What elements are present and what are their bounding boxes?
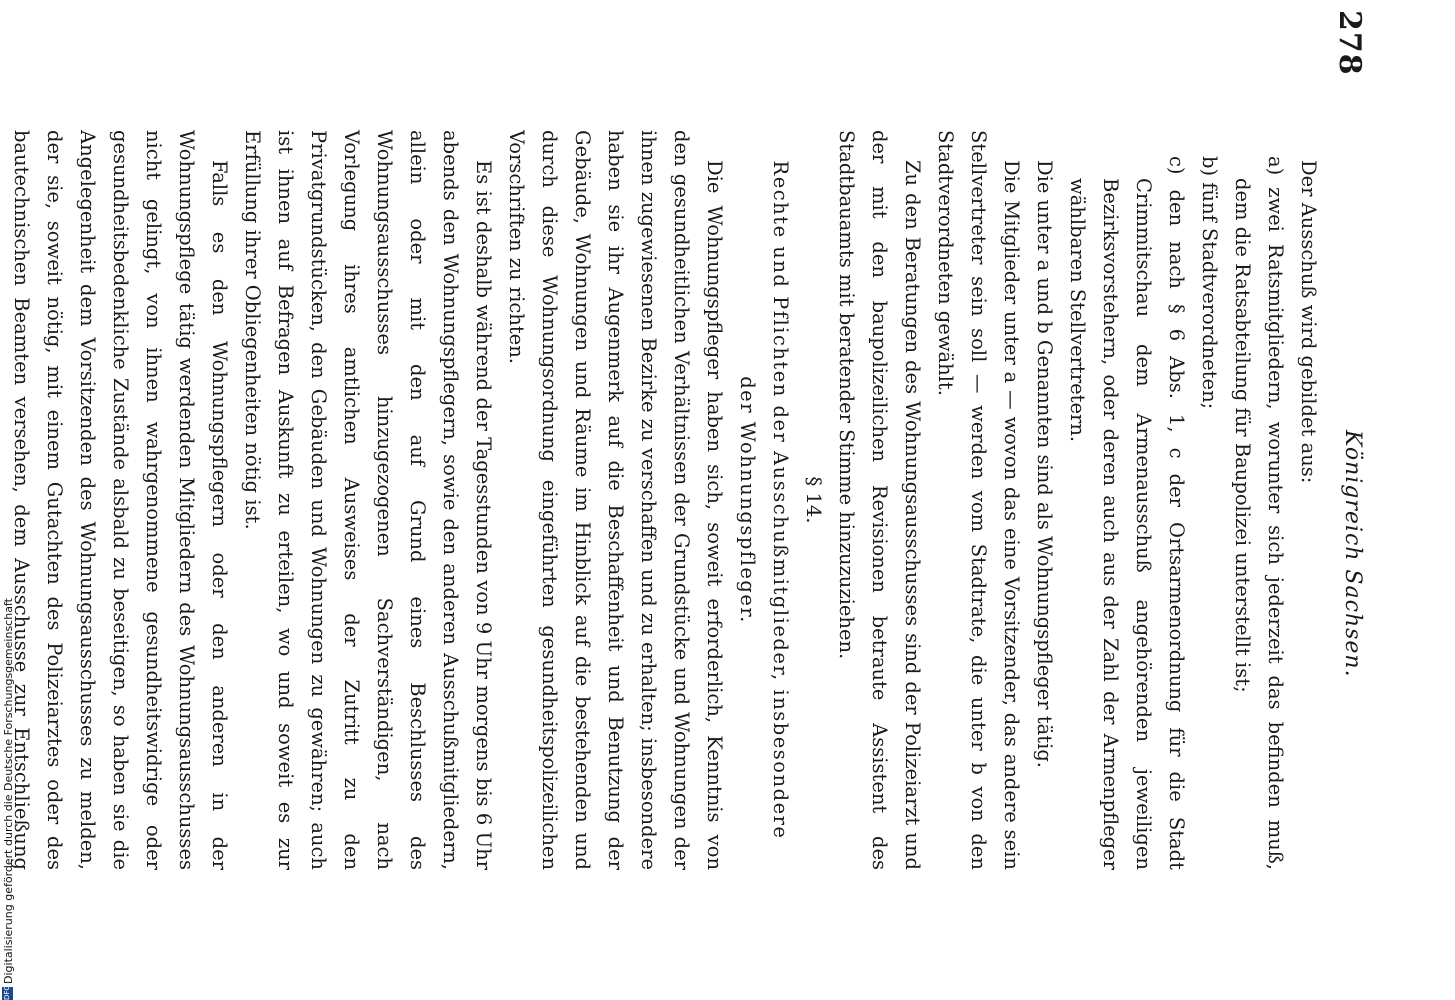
paragraph: Die Wohnungspfleger haben sich, soweit erforderlich, Kenntnis von den gesundheitlichen Verhältnissen der Grundstücke und Wohnungen der ihnen zugewiesenen Bezirke zu verschaffen und zu erhalten; insbesondere haben sie ihr Augenmerk auf die Beschaffenheit und Benutzung der Gebäude, Wohnungen und Räume im Hinblick auf die bestehenden und durch diese Wohnungsordnung eingeführten gesundheitspolizeilichen Vorschriften zu richten. (505, 130, 726, 870)
section-title-cont: der Wohnungspfleger. (736, 376, 759, 624)
list-item-a: a) zwei Ratsmitgliedern, worunter sich jederzeit das befinden muß, dem die Ratsabteilung für Baupolizei unterstellt ist; (1231, 156, 1287, 870)
credit-text: Digitalisierung gefördert durch die Deutsche Forschungsgemeinschaft (2, 598, 15, 984)
digitization-credit (0, 0, 20, 1000)
section-title: Rechte und Pflichten der Ausschußmitglieder, insbesondere (769, 160, 792, 840)
paragraph: Zu den Beratungen des Wohnungsausschusses sind der Polizeiarzt und der mit den baupolizeilichen Revisionen betraute Assistent des Stadtbauamts mit beratender Stimme hinzuzuziehen. (835, 130, 924, 870)
page-number: 278 (1332, 10, 1367, 76)
dfg-logo-icon: DFG (3, 985, 11, 1000)
paragraph: Die unter a und b Genannten sind als Wohnungspfleger tätig. (1033, 160, 1056, 769)
list-item-b: b) fünf Stadtverordneten; (1198, 156, 1221, 410)
section-number: § 14. (802, 476, 825, 524)
paragraph: Die Mitglieder unter a — wovon das eine Vorsitzender, das andere sein Stellvertreter sein soll — werden vom Stadtrate, die unter b von den Stadtverordneten gewählt. (934, 130, 1023, 870)
paragraph: Es ist deshalb während der Tagesstunden von 9 Uhr morgens bis 6 Uhr abends den Wohnungspflegern, sowie den anderen Ausschußmitgliedern, allein oder mit den auf Grund eines Beschlusses des Wohnungsausschusses hinzugezogenen Sachverständigen, nach Vorlegung ihres amtlichen Ausweises der Zutritt zu den Privatgrundstücken, den Gebäuden und Wohnungen zu gewähren; auch ist ihnen auf Befragen Auskunft zu erteilen, wo und soweit es zur Erfüllung ihrer Obliegenheiten nötig ist. (241, 130, 495, 870)
running-title: Königreich Sachsen. (1340, 430, 1365, 678)
paragraph: Der Ausschuß wird gebildet aus: (1297, 160, 1320, 484)
paragraph: Falls es den Wohnungspflegern oder den anderen in der Wohnungspflege tätig werdenden Mitgliedern des Wohnungsausschusses nicht gelingt, von ihnen wahrgenommene gesundheitswidrige oder gesundheitsbedenkliche Zustände alsbald zu beseitigen, so haben sie die Angelegenheit dem Vorsitzenden des Wohnungsausschusses zu melden, der sie, soweit nötig, mit einem Gutachten des Polizeiarztes oder des bautechnischen Beamten versehen, dem Ausschusse zur Entschließung (10, 130, 231, 870)
list-item-c: c) den nach § 6 Abs. 1, c der Ortsarmenordnung für die Stadt Crimmitschau dem Armenausschuß angehörenden jeweiligen Bezirksvorstehern, oder deren auch aus der Zahl der Armenpfleger wählbaren Stellvertretern. (1066, 156, 1188, 870)
body-text (0, 130, 1325, 870)
